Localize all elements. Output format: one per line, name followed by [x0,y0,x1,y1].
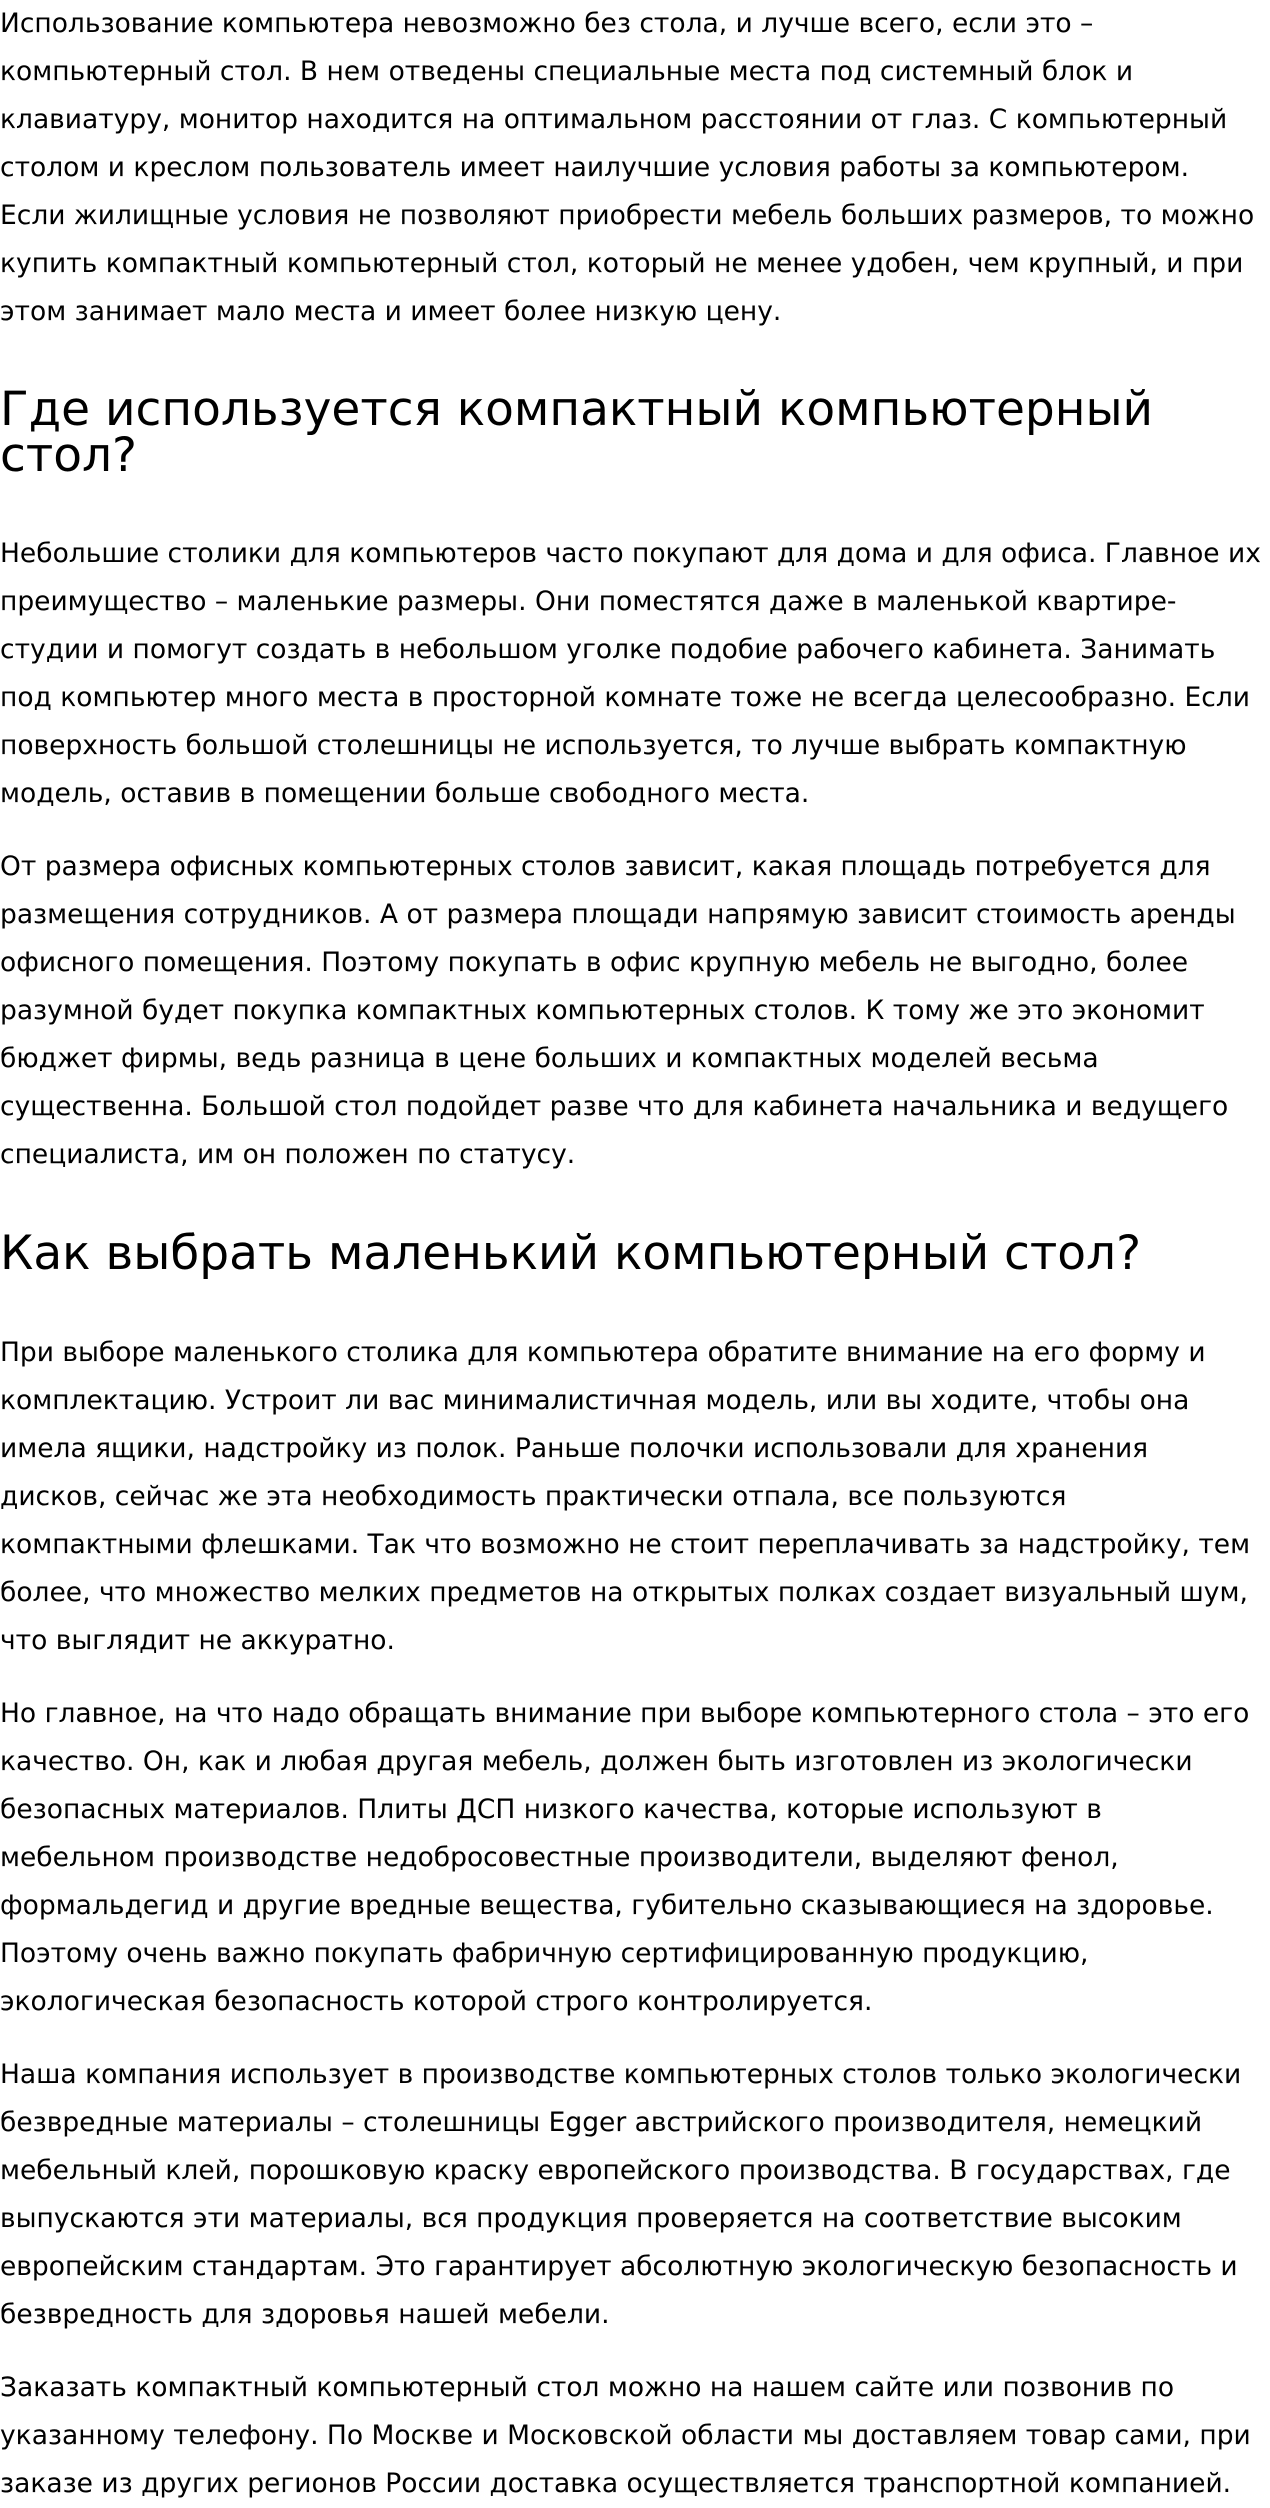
section2-paragraph-4: Заказать компактный компьютерный стол можно на нашем сайте или позвонив по указанному телефону. По Москве и Московской области мы доставляем товар сами, при заказе из других регионов России доставка осуществляется транспортной компанией. [0,2372,1251,2499]
section2-paragraph-3: Наша компания использует в производстве компьютерных столов только экологически безвредные материалы – столешницы Egger австрийского производителя, немецкий мебельный клей, порошковую краску европейского производства. В государствах, где выпускаются эти материалы, вся продукция проверяется на соответствие высоким европейским стандартам. Это гарантирует абсолютную экологическую безопасность и безвредность для здоровья нашей мебели. [0,2059,1242,2330]
section2-paragraph-2: Но главное, на что надо обращать внимание при выборе компьютерного стола – это его качество. Он, как и любая другая мебель, должен быть изготовлен из экологически безопасных материалов. Плиты ДСП низкого качества, которые используют в мебельном производстве недобросовестные производители, выделяют фенол, формальдегид и другие вредные вещества, губительно сказывающиеся на здоровье. Поэтому очень важно покупать фабричную сертифицированную продукцию, экологическая безопасность которой строго контролируется. [0,1698,1250,2017]
section1-paragraph-1: Небольшие столики для компьютеров часто покупают для дома и для офиса. Главное их преимущество – маленькие размеры. Они поместятся даже в маленькой квартире-студии и помогут создать в небольшом уголке подобие рабочего кабинета. Занимать под компьютер много места в просторной комнате тоже не всегда целесообразно. Если поверхность большой столешницы не используется, то лучше выбрать компактную модель, оставив в помещении больше свободного места. [0,538,1261,809]
section-heading-where-used: Где используется компактный компьютерный стол? [0,382,1154,483]
section-heading-how-to-choose: Как выбрать маленький компьютерный стол? [0,1226,1142,1281]
section2-paragraph-1: При выборе маленького столика для компьютера обратите внимание на его форму и комплектацию. Устроит ли вас минималистичная модель, или вы ходите, чтобы она имела ящики, надстройку из полок. Раньше полочки использовали для хранения дисков, сейчас же эта необходимость практически отпала, все пользуются компактными флешками. Так что возможно не стоит переплачивать за надстройку, тем более, что множество мелких предметов на открытых полках создает визуальный шум, что выглядит не аккуратно. [0,1337,1251,1656]
intro-paragraph: Использование компьютера невозможно без стола, и лучше всего, если это – компьютерный стол. В нем отведены специальные места под системный блок и клавиатуру, монитор находится на оптимальном расстоянии от глаз. С компьютерный столом и креслом пользователь имеет наилучшие условия работы за компьютером. Если жилищные условия не позволяют приобрести мебель больших размеров, то можно купить компактный компьютерный стол, который не менее удобен, чем крупный, и при этом занимает мало места и имеет более низкую цену. [0,8,1255,327]
section1-paragraph-2: От размера офисных компьютерных столов зависит, какая площадь потребуется для размещения сотрудников. А от размера площади напрямую зависит стоимость аренды офисного помещения. Поэтому покупать в офис крупную мебель не выгодно, более разумной будет покупка компактных компьютерных столов. К тому же это экономит бюджет фирмы, ведь разница в цене больших и компактных моделей весьма существенна. Большой стол подойдет разве что для кабинета начальника и ведущего специалиста, им он положен по статусу. [0,851,1236,1170]
